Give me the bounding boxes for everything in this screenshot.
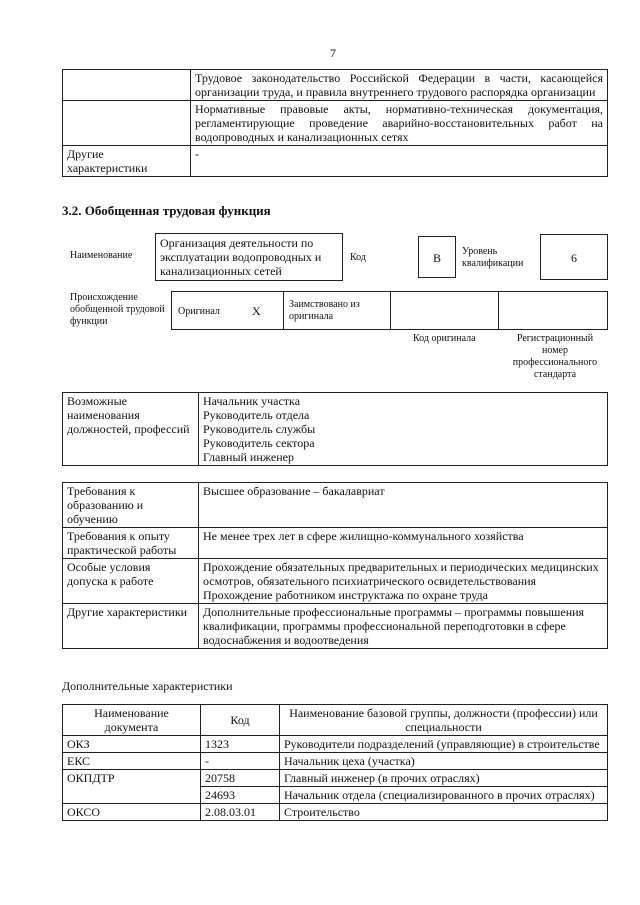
table-cell: Начальник отдела (специализированного в прочих отраслях) — [280, 787, 608, 804]
table-cell: ОКСО — [63, 804, 201, 821]
code-original-caption: Код оригинала — [413, 333, 476, 344]
cell-line: Не менее трех лет в сфере жилищно-коммунального хозяйства — [203, 529, 524, 543]
table-cell: Нормативные правовые акты, нормативно-техническая документация, регламентирующие проведение аварийно-восстановительных работ на водопроводных и канализационных сетях — [191, 101, 608, 146]
table-cell — [199, 559, 608, 604]
table-row — [63, 393, 608, 466]
table-row — [63, 70, 608, 101]
list-item: Руководитель отдела — [203, 408, 310, 422]
table-row — [63, 101, 608, 146]
column-header: Наименование документа — [63, 705, 201, 736]
section-title: 3.2. Обобщенная трудовая функция — [62, 203, 271, 218]
table-row — [63, 559, 608, 604]
list-item: Начальник участка — [203, 394, 301, 408]
table-cell: Особые условия допуска к работе — [63, 559, 199, 604]
additional-table — [62, 704, 608, 821]
origin-divider — [390, 291, 391, 330]
table-row — [63, 146, 608, 177]
table-row — [63, 770, 608, 787]
name-label: Наименование — [70, 250, 133, 261]
top-table — [62, 69, 608, 177]
table-row — [63, 753, 608, 770]
table-cell: Руководители подразделений (управляющие) в строительстве — [280, 736, 608, 753]
table-cell: - — [201, 753, 280, 770]
table-cell: Другие характеристики — [63, 146, 191, 177]
origin-divider — [498, 291, 499, 330]
borrowed-label: Заимствовано из оригинала — [289, 299, 360, 322]
table-cell: Трудовое законодательство Российской Федерации в части, касающейся организации труда, и правила внутреннего трудового распорядка организации — [191, 70, 608, 101]
table-cell: ОКПДТР — [63, 770, 201, 804]
cell-line: Прохождение обязательных предварительных и периодических медицинских осмотров, обязательного психиатрического освидетельствования — [203, 560, 599, 588]
positions-label: Возможные наименования должностей, профессий — [63, 393, 199, 466]
table-cell: ЕКС — [63, 753, 201, 770]
level-value: 6 — [540, 234, 608, 280]
table-cell — [63, 101, 191, 146]
origin-label: Происхождение обобщенной трудовой функции — [70, 292, 165, 327]
list-item: Руководитель сектора — [203, 436, 315, 450]
table-row — [63, 736, 608, 753]
list-item: Руководитель службы — [203, 422, 316, 436]
positions-list — [199, 393, 608, 466]
original-mark: X — [252, 304, 261, 318]
positions-table — [62, 392, 608, 466]
table-cell: - — [191, 146, 608, 177]
table-cell — [199, 604, 608, 649]
page-number: 7 — [330, 46, 336, 60]
cell-line: Дополнительные профессиональные программы – программы повышения квалификации, программы профессиональной переподготовки в сфере водоснабжения и водоотведения — [203, 605, 585, 647]
name-value: Организация деятельности по эксплуатации водопроводных и канализационных сетей — [155, 233, 343, 281]
table-row — [63, 528, 608, 559]
original-label: Оригинал — [178, 306, 220, 317]
table-cell — [199, 483, 608, 528]
table-cell: Требования к образованию и обучению — [63, 483, 199, 528]
table-cell: Начальник цеха (участка) — [280, 753, 608, 770]
requirements-table — [62, 482, 608, 649]
table-cell: 20758 — [201, 770, 280, 787]
table-cell: 24693 — [201, 787, 280, 804]
table-cell: 2.08.03.01 — [201, 804, 280, 821]
reg-number-caption: Регистрационный номер профессионального стандарта — [512, 333, 598, 380]
list-item: Главный инженер — [203, 450, 294, 464]
table-row — [63, 483, 608, 528]
table-cell: Главный инженер (в прочих отраслях) — [280, 770, 608, 787]
table-cell — [63, 70, 191, 101]
table-cell: 1323 — [201, 736, 280, 753]
table-row — [63, 604, 608, 649]
origin-divider — [283, 291, 284, 330]
level-label: Уровень квалификации — [462, 246, 524, 269]
column-header: Наименование базовой группы, должности (профессии) или специальности — [280, 705, 608, 736]
table-cell: Другие характеристики — [63, 604, 199, 649]
table-cell — [199, 528, 608, 559]
table-row — [63, 804, 608, 821]
cell-line: Высшее образование – бакалавриат — [203, 484, 385, 498]
table-cell: Требования к опыту практической работы — [63, 528, 199, 559]
table-cell: Строительство — [280, 804, 608, 821]
code-label: Код — [350, 252, 366, 263]
table-header-row — [63, 705, 608, 736]
code-value: B — [418, 236, 456, 278]
additional-title: Дополнительные характеристики — [62, 679, 233, 693]
table-cell: ОКЗ — [63, 736, 201, 753]
cell-line: Прохождение работником инструктажа по охране труда — [203, 588, 488, 602]
column-header: Код — [201, 705, 280, 736]
